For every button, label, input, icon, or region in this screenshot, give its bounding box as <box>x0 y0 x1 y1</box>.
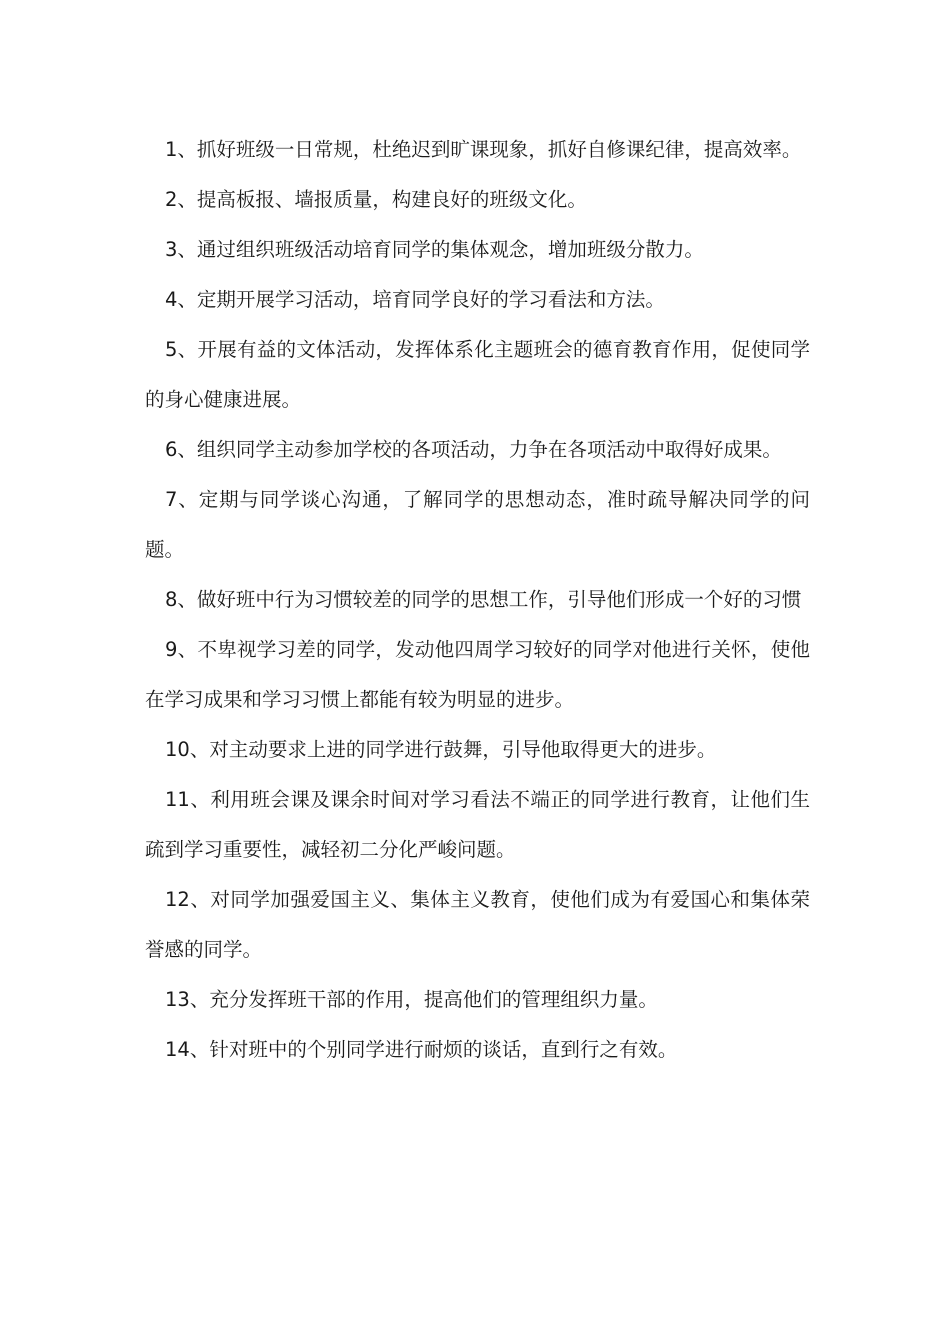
list-item: 11、利用班会课及课余时间对学习看法不端正的同学进行教育，让他们生疏到学习重要性，减轻初二分化严峻问题。 <box>145 788 810 861</box>
list-item: 9、不卑视学习差的同学，发动他四周学习较好的同学对他进行关怀，使他在学习成果和学习习惯上都能有较为明显的进步。 <box>145 638 810 711</box>
list-item: 14、针对班中的个别同学进行耐烦的谈话，直到行之有效。 <box>165 1038 678 1061</box>
list-item: 3、通过组织班级活动培育同学的集体观念，增加班级分散力。 <box>165 238 704 261</box>
list-item: 4、定期开展学习活动，培育同学良好的学习看法和方法。 <box>165 288 665 311</box>
list-item: 5、开展有益的文体活动，发挥体系化主题班会的德育教育作用，促使同学的身心健康进展。 <box>145 338 810 411</box>
list-item: 10、对主动要求上进的同学进行鼓舞，引导他取得更大的进步。 <box>165 738 717 761</box>
list-item: 7、定期与同学谈心沟通，了解同学的思想动态，准时疏导解决同学的问题。 <box>145 488 810 561</box>
list-item: 2、提高板报、墙报质量，构建良好的班级文化。 <box>165 188 587 211</box>
document-body <box>145 125 810 1075</box>
list-item: 12、对同学加强爱国主义、集体主义教育，使他们成为有爱国心和集体荣誉感的同学。 <box>145 888 810 961</box>
list-item: 13、充分发挥班干部的作用，提高他们的管理组织力量。 <box>165 988 658 1011</box>
list-item: 6、组织同学主动参加学校的各项活动，力争在各项活动中取得好成果。 <box>165 438 782 461</box>
list-item: 1、抓好班级一日常规，杜绝迟到旷课现象，抓好自修课纪律，提高效率。 <box>165 138 802 161</box>
list-item: 8、做好班中行为习惯较差的同学的思想工作，引导他们形成一个好的习惯 <box>165 588 802 611</box>
